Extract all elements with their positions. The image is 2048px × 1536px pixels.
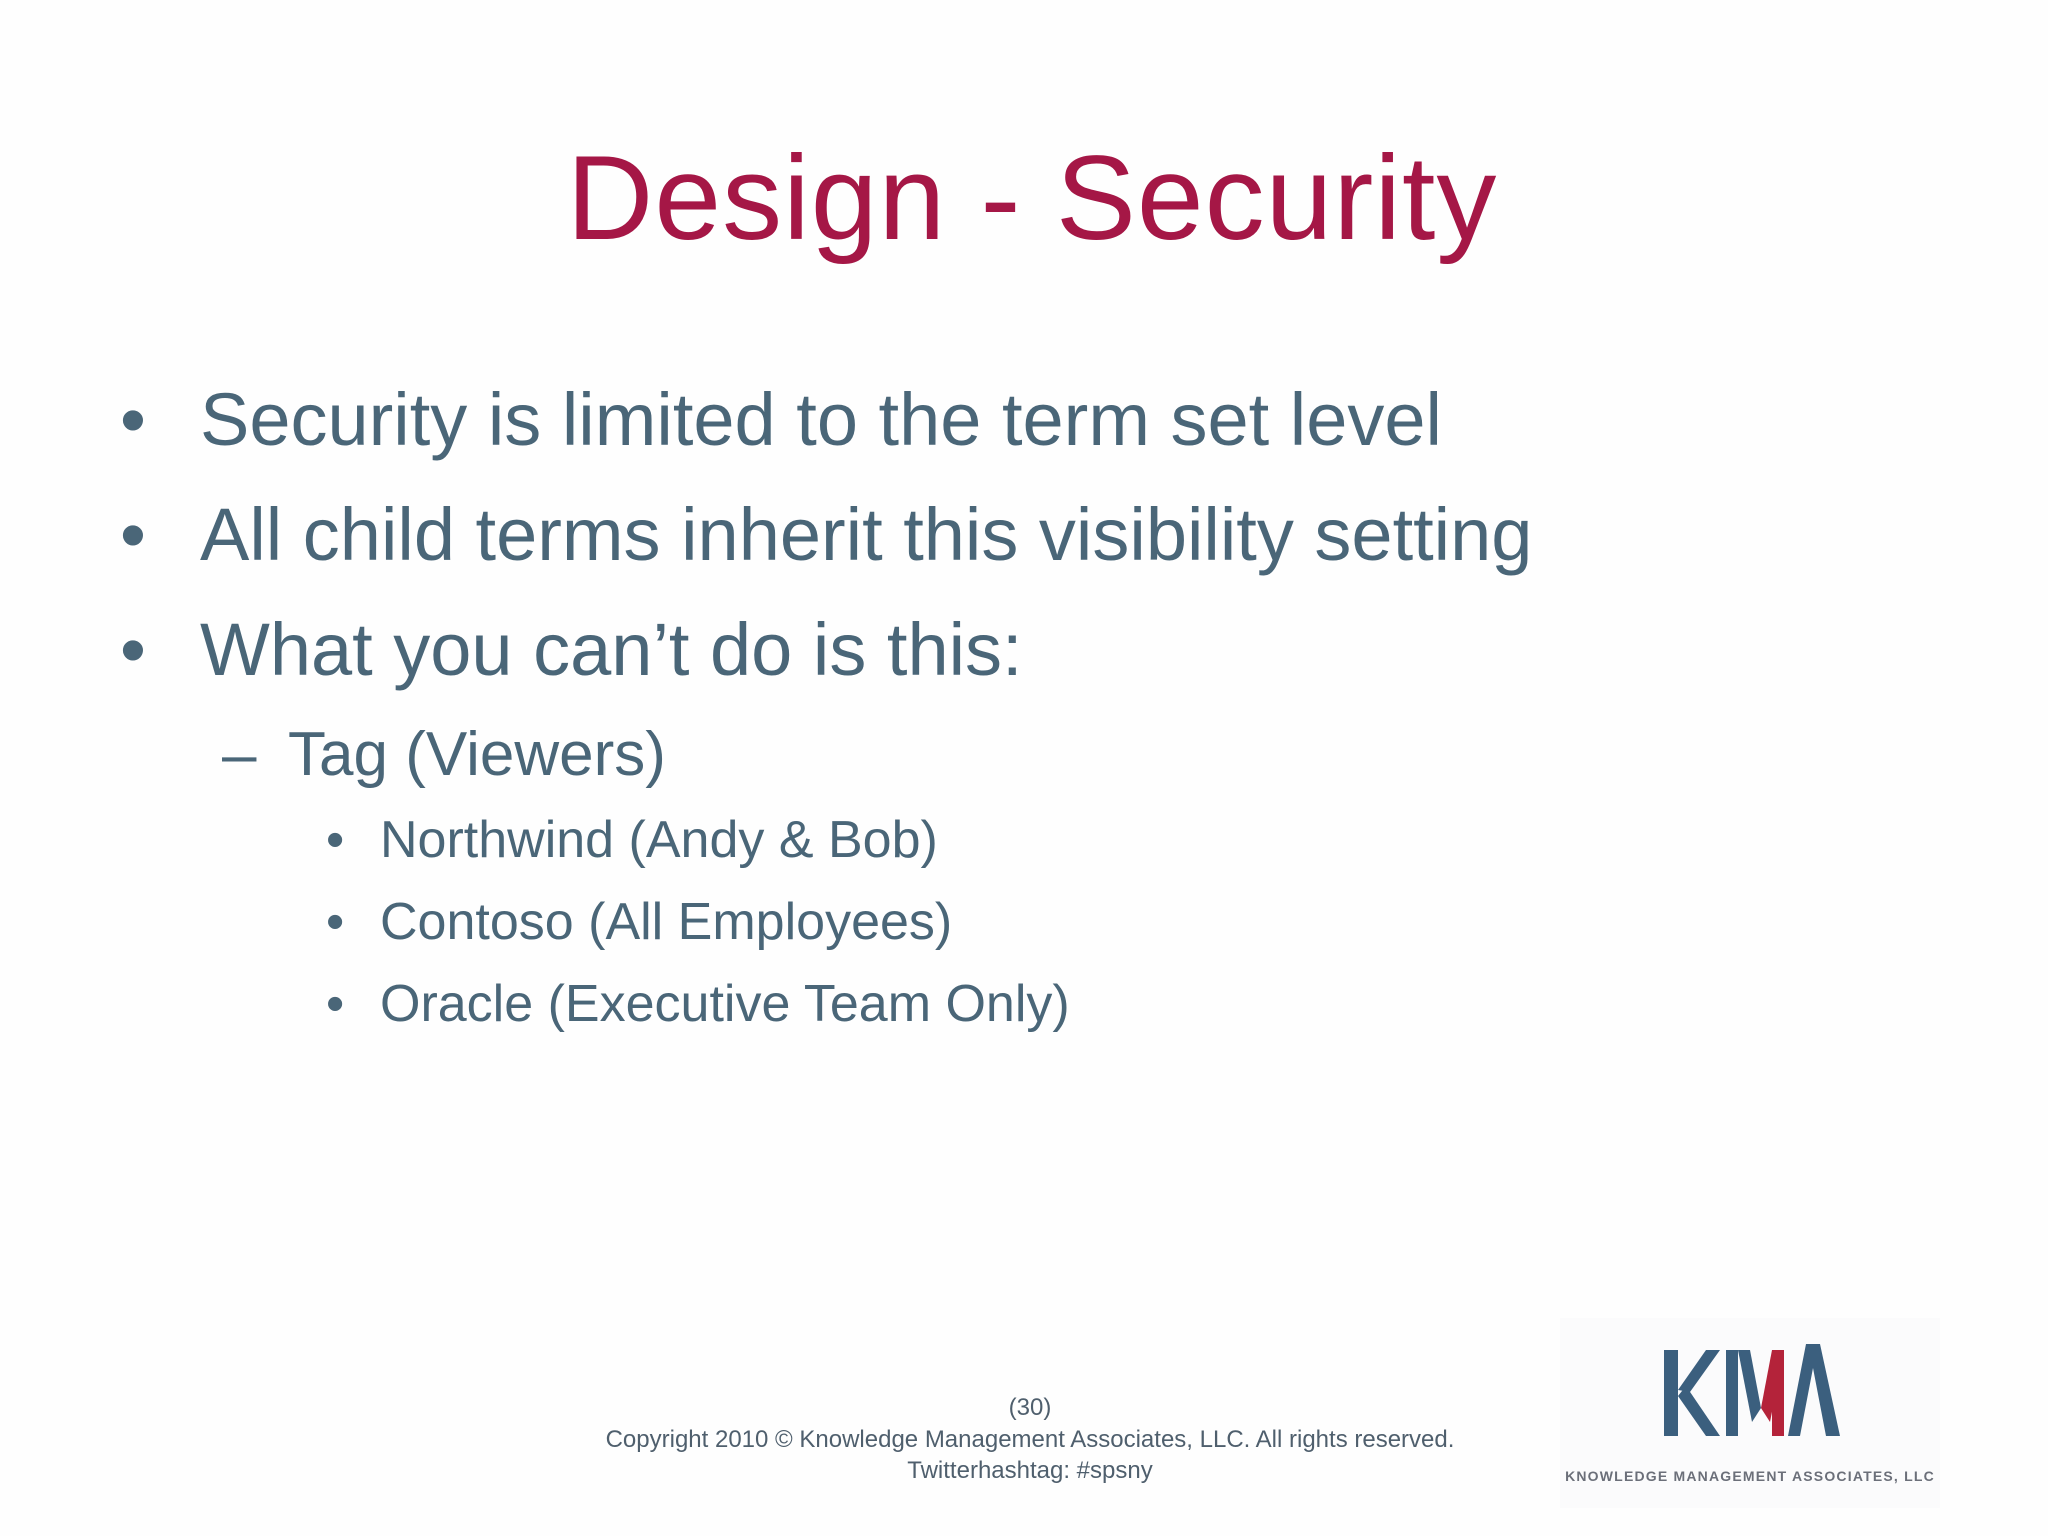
kma-logo bbox=[1560, 1318, 1940, 1508]
bullet-marker: • bbox=[326, 811, 345, 869]
slide-title: Design - Security bbox=[566, 131, 1498, 265]
sub-sub-bullet-item: Contoso (All Employees) bbox=[380, 893, 953, 951]
hashtag-text: Twitterhashtag: #spsny bbox=[907, 1457, 1153, 1484]
bullet-marker: • bbox=[326, 975, 345, 1033]
bullet-marker: • bbox=[120, 493, 146, 576]
bullet-marker: • bbox=[120, 608, 146, 691]
logo-tagline: KNOWLEDGE MANAGEMENT ASSOCIATES, LLC bbox=[1565, 1468, 1935, 1484]
dash-marker: – bbox=[222, 720, 257, 789]
sub-sub-bullet-item: Oracle (Executive Team Only) bbox=[380, 975, 1070, 1033]
sub-bullet-item: Tag (Viewers) bbox=[288, 720, 666, 789]
bullet-marker: • bbox=[120, 378, 146, 461]
copyright-text: Copyright 2010 © Knowledge Management Associates, LLC. All rights reserved. bbox=[605, 1426, 1455, 1453]
bullet-item: All child terms inherit this visibility setting bbox=[200, 493, 1533, 576]
bullet-item: What you can’t do is this: bbox=[200, 608, 1023, 691]
kma-logo-mark bbox=[1660, 1328, 1840, 1448]
bullet-marker: • bbox=[326, 893, 345, 951]
sub-sub-bullet-item: Northwind (Andy & Bob) bbox=[380, 811, 938, 869]
bullet-item: Security is limited to the term set level bbox=[200, 378, 1442, 461]
page-number: (30) bbox=[1008, 1394, 1052, 1421]
